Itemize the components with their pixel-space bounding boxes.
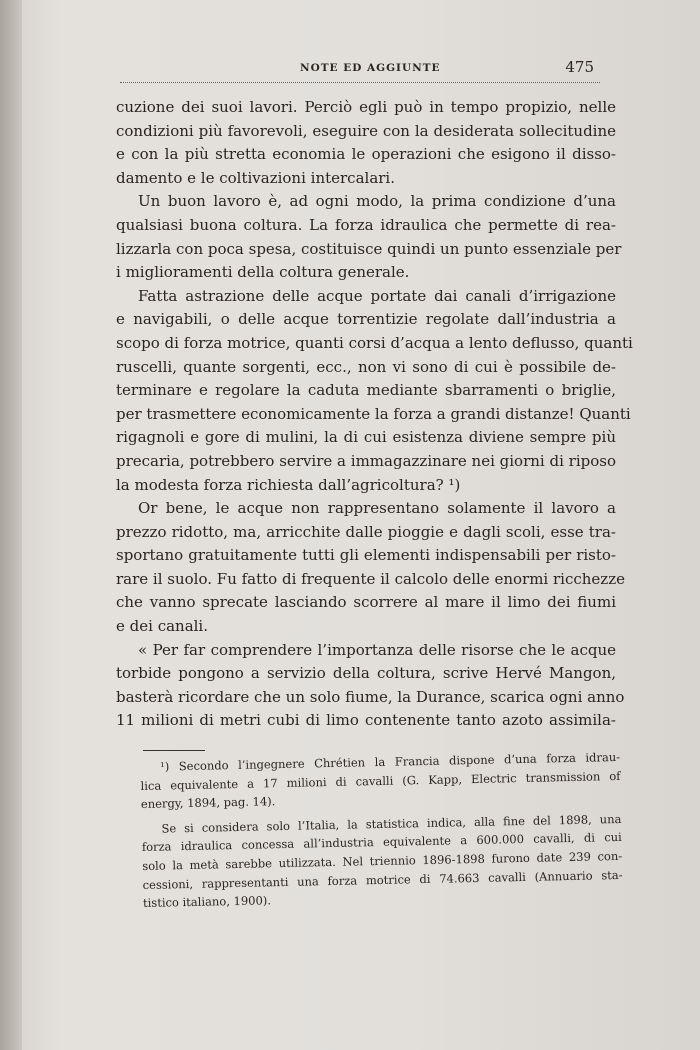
footnote-rule (143, 750, 205, 751)
body-line: qualsiasi buona coltura. La forza idraulica che permette di rea- (116, 215, 616, 234)
footnote-line: ¹) Secondo l’ingegnere Chrétien la Francia dispone d’una forza idrau- (160, 749, 621, 774)
body-line: « Per far comprendere l’importanza delle risorse che le acque (138, 640, 616, 659)
body-line: rare il suolo. Fu fatto di frequente il calcolo delle enormi ricchezze (116, 569, 625, 588)
body-line: i miglioramenti della coltura generale. (116, 263, 410, 282)
body-line: precaria, potrebbero servire a immagazzinare nei giorni di riposo (116, 451, 616, 470)
body-line: damento e le coltivazioni intercalari. (116, 168, 396, 187)
body-line: per trasmettere economicamente la forza a grandi distanze! Quanti (116, 404, 631, 423)
body-line: e navigabili, o delle acque torrentizie regolate dall’industria a (116, 310, 616, 329)
body-line: condizioni più favorevoli, eseguire con la desiderata sollecitudine (116, 121, 616, 140)
footnote-line: lica equivalente a 17 milioni di cavalli (G. Kapp, Electric transmission of (140, 768, 621, 793)
page-gutter (0, 0, 22, 1050)
body-line: Fatta astrazione delle acque portate dai canali d’irrigazione (138, 286, 616, 305)
body-line: cuzione dei suoi lavori. Perciò egli può in tempo propizio, nelle (116, 98, 616, 116)
footnote-line: energy, 1894, pag. 14). (140, 794, 276, 812)
footnote-line: solo la metà sarebbe utilizzata. Nel triennio 1896-1898 furono date 239 con- (142, 848, 623, 873)
body-line: 11 milioni di metri cubi di limo contenente tanto azoto assimila- (116, 711, 616, 730)
body-line: e con la più stretta economia le operazioni che esigono il disso- (116, 145, 616, 164)
body-line: Un buon lavoro è, ad ogni modo, la prima condizione d’una (138, 192, 616, 211)
body-line: sportano gratuitamente tutti gli elementi indispensabili per risto- (116, 546, 616, 565)
footnotes (140, 748, 623, 913)
page-number: 475 (565, 58, 594, 76)
footnote-line: Se si considera solo l’Italia, la statistica indica, alla fine del 1898, una (161, 811, 622, 836)
body-line: basterà ricordare che un solo fiume, la Durance, scarica ogni anno (116, 687, 625, 706)
body-line: ruscelli, quante sorgenti, ecc., non vi sono di cui è possibile de- (116, 357, 616, 376)
body-text (116, 96, 633, 733)
footnote-line: forza idraulica concessa all’industria equivalente a 600.000 cavalli, di cui (141, 830, 622, 855)
header-rule (120, 82, 600, 83)
footnote-line: tistico italiano, 1900). (142, 893, 272, 911)
footnote-line: cessioni, rappresentanti una forza motrice di 74.663 cavalli (Annuario sta- (142, 867, 623, 892)
body-line: terminare e regolare la caduta mediante sbarramenti o briglie, (116, 381, 616, 400)
running-head: NOTE ED AGGIUNTE (300, 62, 441, 74)
page-header (120, 58, 600, 88)
body-line: Or bene, le acque non rappresentano solamente il lavoro a (138, 499, 616, 518)
body-line: prezzo ridotto, ma, arricchite dalle pioggie e dagli scoli, esse tra- (116, 522, 616, 541)
body-line: lizzarla con poca spesa, costituisce quindi un punto essenziale per (116, 239, 622, 258)
body-line: rigagnoli e gore di mulini, la di cui esistenza diviene sempre più (116, 428, 616, 447)
body-line: scopo di forza motrice, quanti corsi d’acqua a lento deflusso, quanti (116, 333, 633, 352)
body-line: la modesta forza richiesta dall’agricoltura? ¹) (116, 475, 461, 494)
body-line: torbide pongono a servizio della coltura, scrive Hervé Mangon, (116, 664, 616, 683)
body-line: e dei canali. (116, 617, 208, 636)
body-line: che vanno sprecate lasciando scorrere al mare il limo dei fiumi (116, 593, 616, 612)
